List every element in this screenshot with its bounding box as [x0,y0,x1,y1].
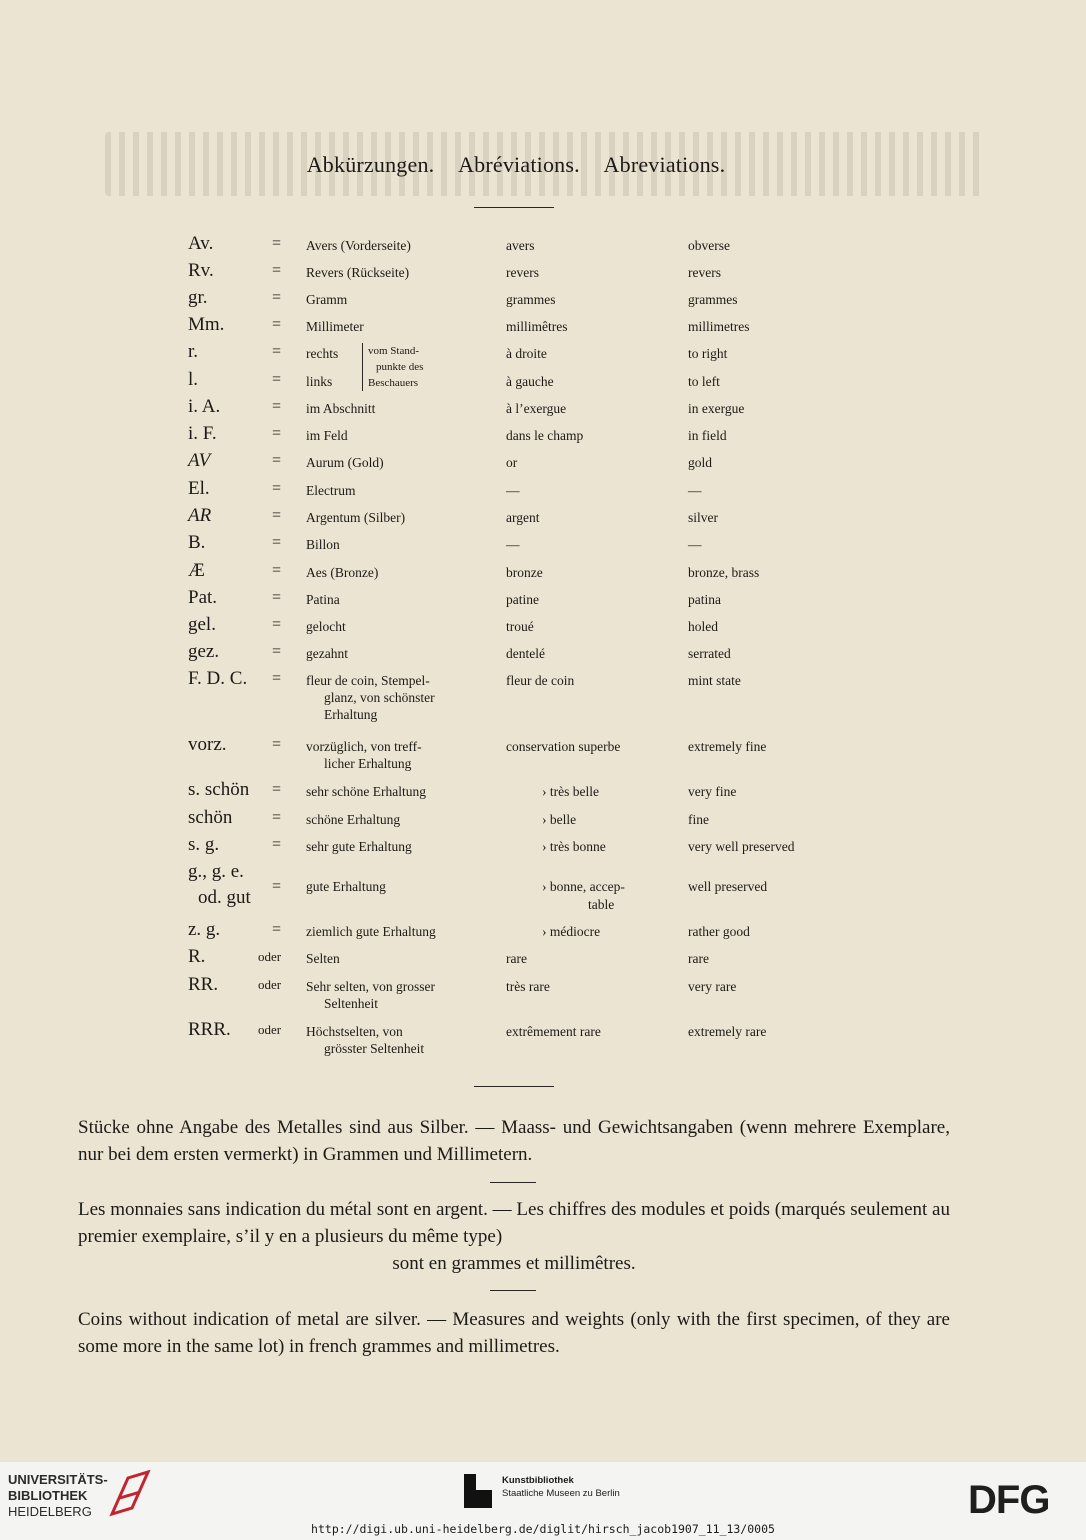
german-meaning-line-2: Seltenheit [324,996,378,1011]
abbreviation-cell: Av. [188,233,214,254]
bracket-note-line: vom Stand- [368,345,420,357]
french-meaning: millimêtres [506,319,568,334]
ub-line: UNIVERSITÄTS- [8,1472,108,1487]
equals-separator: = [272,670,282,687]
french-meaning: patine [506,592,539,607]
german-meaning: im Abschnitt [306,401,376,416]
french-meaning: dentelé [506,646,545,661]
french-meaning: troué [506,619,534,634]
abbreviation-cell: El. [188,478,210,499]
abbreviation-cell: gez. [188,641,220,662]
permalink-url[interactable]: http://digi.ub.uni-heidelberg.de/diglit/hirsch_jacob1907_11_13/0005 [311,1522,775,1536]
equals-separator: = [272,262,282,279]
equals-separator: = [272,507,282,524]
equals-separator: = [272,589,282,606]
equals-separator: = [272,235,282,252]
english-meaning: grammes [688,292,738,307]
abbreviation-cell: AR [188,505,212,526]
title-rule [474,207,554,208]
german-meaning: Electrum [306,483,356,498]
table-row [0,834,1086,861]
abbreviation-cell: g., g. e. [188,861,244,882]
table-row [0,974,1086,1011]
english-meaning: holed [688,619,718,634]
german-meaning: ziemlich gute Erhaltung [306,924,436,939]
french-meaning: conservation superbe [506,739,621,754]
dfg-logo[interactable]: DFG [968,1478,1050,1522]
french-meaning: revers [506,265,539,280]
table-row [0,734,1086,771]
german-meaning: gelocht [306,619,346,634]
table-row [0,919,1086,946]
german-meaning: Höchstselten, von [306,1024,403,1039]
german-meaning: Millimeter [306,319,364,334]
equals-separator: = [272,452,282,469]
english-meaning: in field [688,428,727,443]
table-row [0,260,1086,287]
equals-separator: = [272,425,282,442]
kb-line-1: Kunstbibliothek [502,1475,574,1486]
english-meaning: revers [688,265,721,280]
table-row [0,946,1086,973]
english-meaning: mint state [688,673,741,688]
ub-heidelberg-logo-text[interactable] [8,1472,108,1520]
page-title [0,152,1032,178]
german-meaning: gezahnt [306,646,348,661]
german-meaning: gute Erhaltung [306,879,386,894]
table-row [0,341,1086,368]
ub-line: BIBLIOTHEK [8,1488,88,1503]
equals-separator: = [272,921,282,938]
german-meaning-line-3: Erhaltung [324,707,378,722]
abbreviation-cell: B. [188,532,206,553]
french-meaning: fleur de coin [506,673,575,688]
oder-separator: oder [258,1022,282,1037]
german-meaning-line-2: grösster Seltenheit [324,1041,425,1056]
english-meaning: — [688,537,702,552]
title-de: Abkürzungen. [306,152,435,177]
french-meaning-line-2: table [588,897,615,912]
french-meaning: › bonne, accep- [542,879,625,894]
english-meaning: to right [688,346,728,361]
equals-separator: = [272,398,282,415]
abbreviation-cell: r. [188,341,199,362]
bracket-note-line: Beschauers [368,377,419,389]
german-meaning: sehr schöne Erhaltung [306,784,426,799]
german-meaning: Gramm [306,292,348,307]
german-meaning: sehr gute Erhaltung [306,839,412,854]
german-meaning: Billon [306,537,340,552]
german-meaning-line-2: licher Erhaltung [324,756,412,771]
french-meaning: à droite [506,346,547,361]
german-meaning: Revers (Rückseite) [306,265,410,280]
abbreviation-cell: i. A. [188,396,221,417]
ub-line: HEIDELBERG [8,1504,92,1519]
english-meaning: in exergue [688,401,745,416]
ub-heidelberg-icon [108,1470,154,1518]
german-meaning: Avers (Vorderseite) [306,238,411,253]
english-meaning: silver [688,510,718,525]
equals-separator: = [272,836,282,853]
paragraph-en: Coins without indication of metal are silver. — Measures and weights (only with the first specimen, of they are some more in the same lot) in french grammes and millimetres. [78,1309,950,1357]
french-meaning: or [506,455,518,470]
abbreviation-cell: gel. [188,614,216,635]
table-row [0,668,1086,722]
french-meaning: › très bonne [542,839,606,854]
french-meaning: bronze [506,565,543,580]
table-row [0,450,1086,477]
oder-separator: oder [258,977,282,992]
table-row [0,614,1086,641]
kunstbibliothek-icon [462,1472,494,1510]
english-meaning: gold [688,455,713,470]
abbreviation-cell: Æ [188,560,205,581]
french-meaning: avers [506,238,535,253]
abbreviation-cell: schön [188,807,233,828]
paragraph-fr [78,1196,950,1277]
english-meaning: bronze, brass [688,565,760,580]
section-rule [474,1086,554,1087]
english-meaning: extremely fine [688,739,767,754]
french-meaning: argent [506,510,540,525]
french-meaning: extrêmement rare [506,1024,601,1039]
french-meaning: à l’exergue [506,401,567,416]
english-meaning: millimetres [688,319,750,334]
english-meaning: patina [688,592,721,607]
equals-separator: = [272,371,282,388]
abbreviation-cell: l. [188,369,199,390]
german-meaning: fleur de coin, Stempel- [306,673,430,688]
abbreviation-cell: RRR. [188,1019,231,1040]
equals-separator: = [272,534,282,551]
table-row [0,396,1086,423]
kb-line-2: Staatliche Museen zu Berlin [502,1488,620,1499]
german-meaning: Patina [306,592,340,607]
german-meaning-line-2: glanz, von schönster [324,690,435,705]
title-en: Abreviations. [603,152,726,177]
paragraph-fr-last-line: sont en grammes et millimêtres. [392,1253,636,1274]
french-meaning: › belle [542,812,577,827]
table-row [0,587,1086,614]
title-fr: Abréviations. [458,152,580,177]
french-meaning: dans le champ [506,428,584,443]
table-row [0,314,1086,341]
french-meaning: grammes [506,292,556,307]
french-meaning: › médiocre [542,924,601,939]
abbreviation-cell: z. g. [188,919,221,940]
oder-separator: oder [258,949,282,964]
english-meaning: extremely rare [688,1024,767,1039]
abbreviation-cell: s. schön [188,779,250,800]
equals-separator: = [272,562,282,579]
abbreviation-cell-line-2: od. gut [198,887,251,908]
abbreviation-cell: Rv. [188,260,214,281]
equals-separator: = [272,878,282,895]
abbreviation-cell: s. g. [188,834,220,855]
english-meaning: serrated [688,646,731,661]
equals-separator: = [272,343,282,360]
abbreviation-cell: i. F. [188,423,217,444]
french-meaning: très rare [506,979,550,994]
french-meaning: › très belle [542,784,599,799]
bracket-note [362,343,423,391]
bracket-note-line: punkte des [376,361,424,373]
table-row [0,560,1086,587]
abbreviation-cell: Mm. [188,314,225,335]
french-meaning: — [506,483,520,498]
equals-separator: = [272,316,282,333]
equals-separator: = [272,736,282,753]
english-meaning: to left [688,374,720,389]
table-row [0,369,1086,396]
french-meaning: à gauche [506,374,554,389]
paragraph-fr-body: Les monnaies sans indication du métal sont en argent. — Les chiffres des modules et poids (marqués seulement au premier exemplaire, s’il y en a plusieurs du même type) [78,1199,950,1247]
equals-separator: = [272,809,282,826]
english-meaning: rare [688,951,709,966]
table-row [0,532,1086,559]
abbreviation-cell: vorz. [188,734,227,755]
abbreviation-cell: F. D. C. [188,668,248,689]
german-meaning: Aes (Bronze) [306,565,379,580]
equals-separator: = [272,289,282,306]
english-meaning: obverse [688,238,730,253]
table-row [0,233,1086,260]
german-meaning: im Feld [306,428,348,443]
abbreviation-cell: AV [188,450,211,471]
german-meaning: Sehr selten, von grosser [306,979,435,994]
equals-separator: = [272,781,282,798]
equals-separator: = [272,480,282,497]
table-row [0,423,1086,450]
german-meaning: links [306,374,333,389]
equals-separator: = [272,616,282,633]
german-meaning: Aurum (Gold) [306,455,384,470]
german-meaning: vorzüglich, von treff- [306,739,422,754]
table-row [0,505,1086,532]
table-row [0,287,1086,314]
table-row [0,641,1086,668]
abbreviation-cell: gr. [188,287,208,308]
table-row [0,807,1086,834]
english-meaning: very well preserved [688,839,795,854]
table-row [0,779,1086,806]
german-meaning: schöne Erhaltung [306,812,401,827]
english-meaning: well preserved [688,879,768,894]
german-meaning: Selten [306,951,340,966]
english-meaning: — [688,483,702,498]
table-row [0,861,1086,912]
table-row [0,1019,1086,1056]
kunstbibliothek-logo-text[interactable] [502,1474,620,1500]
paragraph-de: Stücke ohne Angabe des Metalles sind aus Silber. — Maass- und Gewichtsangaben (wenn mehrere Exemplare, nur bei dem ersten vermerkt) in Grammen und Millimetern. [78,1117,950,1165]
german-meaning: rechts [306,346,339,361]
english-meaning: rather good [688,924,750,939]
french-meaning: — [506,537,520,552]
abbreviation-cell: R. [188,946,206,967]
english-meaning: very rare [688,979,737,994]
english-meaning: very fine [688,784,737,799]
section-rule [490,1182,536,1183]
abbreviation-cell: RR. [188,974,219,995]
table-row [0,478,1086,505]
abbreviation-cell: Pat. [188,587,218,608]
english-meaning: fine [688,812,709,827]
french-meaning: rare [506,951,527,966]
equals-separator: = [272,643,282,660]
german-meaning: Argentum (Silber) [306,510,406,525]
section-rule [490,1290,536,1291]
